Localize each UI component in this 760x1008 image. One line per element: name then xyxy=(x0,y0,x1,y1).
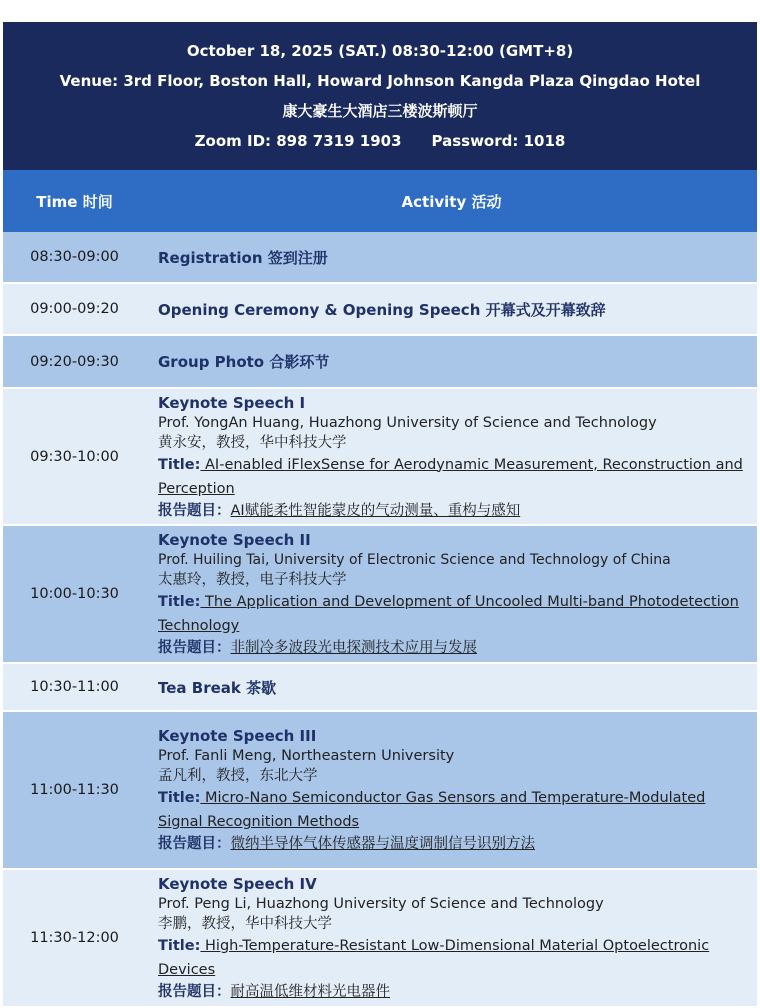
title-label: Title: xyxy=(158,938,201,954)
zoom-id: Zoom ID: 898 7319 1903 xyxy=(194,132,402,150)
keynote-title: Keynote Speech IV xyxy=(158,875,317,893)
keynote-cell xyxy=(146,530,757,658)
talk-title-line xyxy=(158,786,753,834)
table-row xyxy=(3,526,757,664)
time-cell: 09:30-10:00 xyxy=(30,448,119,465)
talk-title-cn-line xyxy=(158,501,753,521)
talk-title-line xyxy=(158,453,753,501)
cn-title-label: 报告题目： xyxy=(158,502,231,519)
title-label: Title: xyxy=(158,594,201,610)
zoom-info xyxy=(195,126,566,156)
talk-title-line xyxy=(158,590,753,638)
talk-title: Micro-Nano Semiconductor Gas Sensors and Temperature-Modulated Signal Recognition Methods xyxy=(158,790,706,830)
talk-title-cn: 耐高温低维材料光电器件 xyxy=(230,984,390,1000)
keynote-cell xyxy=(146,726,757,854)
talk-title-cn-line xyxy=(158,834,753,854)
time-cell: 11:30-12:00 xyxy=(30,930,119,946)
talk-title: High-Temperature-Resistant Low-Dimensional Material Optoelectronic Devices xyxy=(158,938,710,978)
time-cell: 11:00-11:30 xyxy=(30,782,119,798)
table-row xyxy=(3,712,757,870)
table-row xyxy=(3,870,757,1008)
keynote-title: Keynote Speech III xyxy=(158,727,317,745)
table-row xyxy=(3,284,757,336)
venue-cn-line: 康大豪生大酒店三楼波斯顿厅 xyxy=(282,102,478,120)
talk-title-cn: 微纳半导体气体传感器与温度调制信号识别方法 xyxy=(230,836,535,852)
keynote-cell xyxy=(146,874,757,1002)
activity-cell: Tea Break 茶歇 xyxy=(158,678,277,697)
schedule-sheet xyxy=(3,22,757,1008)
speaker-line: Prof. Peng Li, Huazhong University of Science and Technology xyxy=(158,896,604,912)
time-cell: 09:20-09:30 xyxy=(30,353,119,370)
talk-title-line xyxy=(158,934,753,982)
keynote-cell xyxy=(146,393,757,521)
talk-title-cn-line xyxy=(158,638,753,658)
speaker-cn-line: 孟凡利，教授，东北大学 xyxy=(158,768,318,784)
table-row xyxy=(3,336,757,389)
activity-cell: Registration 签到注册 xyxy=(158,248,328,267)
table-row xyxy=(3,664,757,712)
activity-column-header: Activity 活动 xyxy=(401,192,502,211)
schedule-banner xyxy=(3,22,757,170)
cn-title-label: 报告题目： xyxy=(158,640,231,656)
keynote-title: Keynote Speech I xyxy=(158,393,306,412)
talk-title-cn: AI赋能柔性智能蒙皮的气动测量、重构与感知 xyxy=(230,502,521,519)
date-line: October 18, 2025 (SAT.) 08:30-12:00 (GMT+8) xyxy=(186,42,574,60)
cn-title-label: 报告题目： xyxy=(158,836,231,852)
time-cell: 10:00-10:30 xyxy=(30,586,119,602)
speaker-cn-line: 黄永安，教授，华中科技大学 xyxy=(158,434,347,451)
keynote-title: Keynote Speech II xyxy=(158,531,311,549)
talk-title-cn: 非制冷多波段光电探测技术应用与发展 xyxy=(230,640,477,656)
talk-title: AI-enabled iFlexSense for Aerodynamic Measurement, Reconstruction and Perception xyxy=(158,456,743,497)
speaker-cn-line: 李鹏，教授，华中科技大学 xyxy=(158,916,332,932)
speaker-line: Prof. Huiling Tai, University of Electronic Science and Technology of China xyxy=(158,552,671,568)
zoom-password: Password: 1018 xyxy=(431,132,566,150)
table-row xyxy=(3,232,757,284)
time-cell: 08:30-09:00 xyxy=(30,249,119,265)
title-label: Title: xyxy=(158,456,201,473)
table-row xyxy=(3,389,757,526)
activity-cell: Opening Ceremony & Opening Speech 开幕式及开幕致辞 xyxy=(158,300,606,319)
activity-cell: Group Photo 合影环节 xyxy=(158,353,330,371)
time-cell: 10:30-11:00 xyxy=(30,679,119,695)
title-label: Title: xyxy=(158,790,201,806)
speaker-cn-line: 太惠玲，教授，电子科技大学 xyxy=(158,572,347,588)
talk-title-cn-line xyxy=(158,982,753,1002)
venue-line: Venue: 3rd Floor, Boston Hall, Howard Johnson Kangda Plaza Qingdao Hotel xyxy=(59,72,701,90)
talk-title: The Application and Development of Uncooled Multi-band Photodetection Technology xyxy=(158,594,739,634)
time-column-header: Time 时间 xyxy=(36,192,113,211)
speaker-line: Prof. Fanli Meng, Northeastern University xyxy=(158,748,455,764)
time-cell: 09:00-09:20 xyxy=(30,301,119,317)
speaker-line: Prof. YongAn Huang, Huazhong University of Science and Technology xyxy=(158,414,657,431)
table-header xyxy=(3,170,757,232)
cn-title-label: 报告题目： xyxy=(158,984,231,1000)
